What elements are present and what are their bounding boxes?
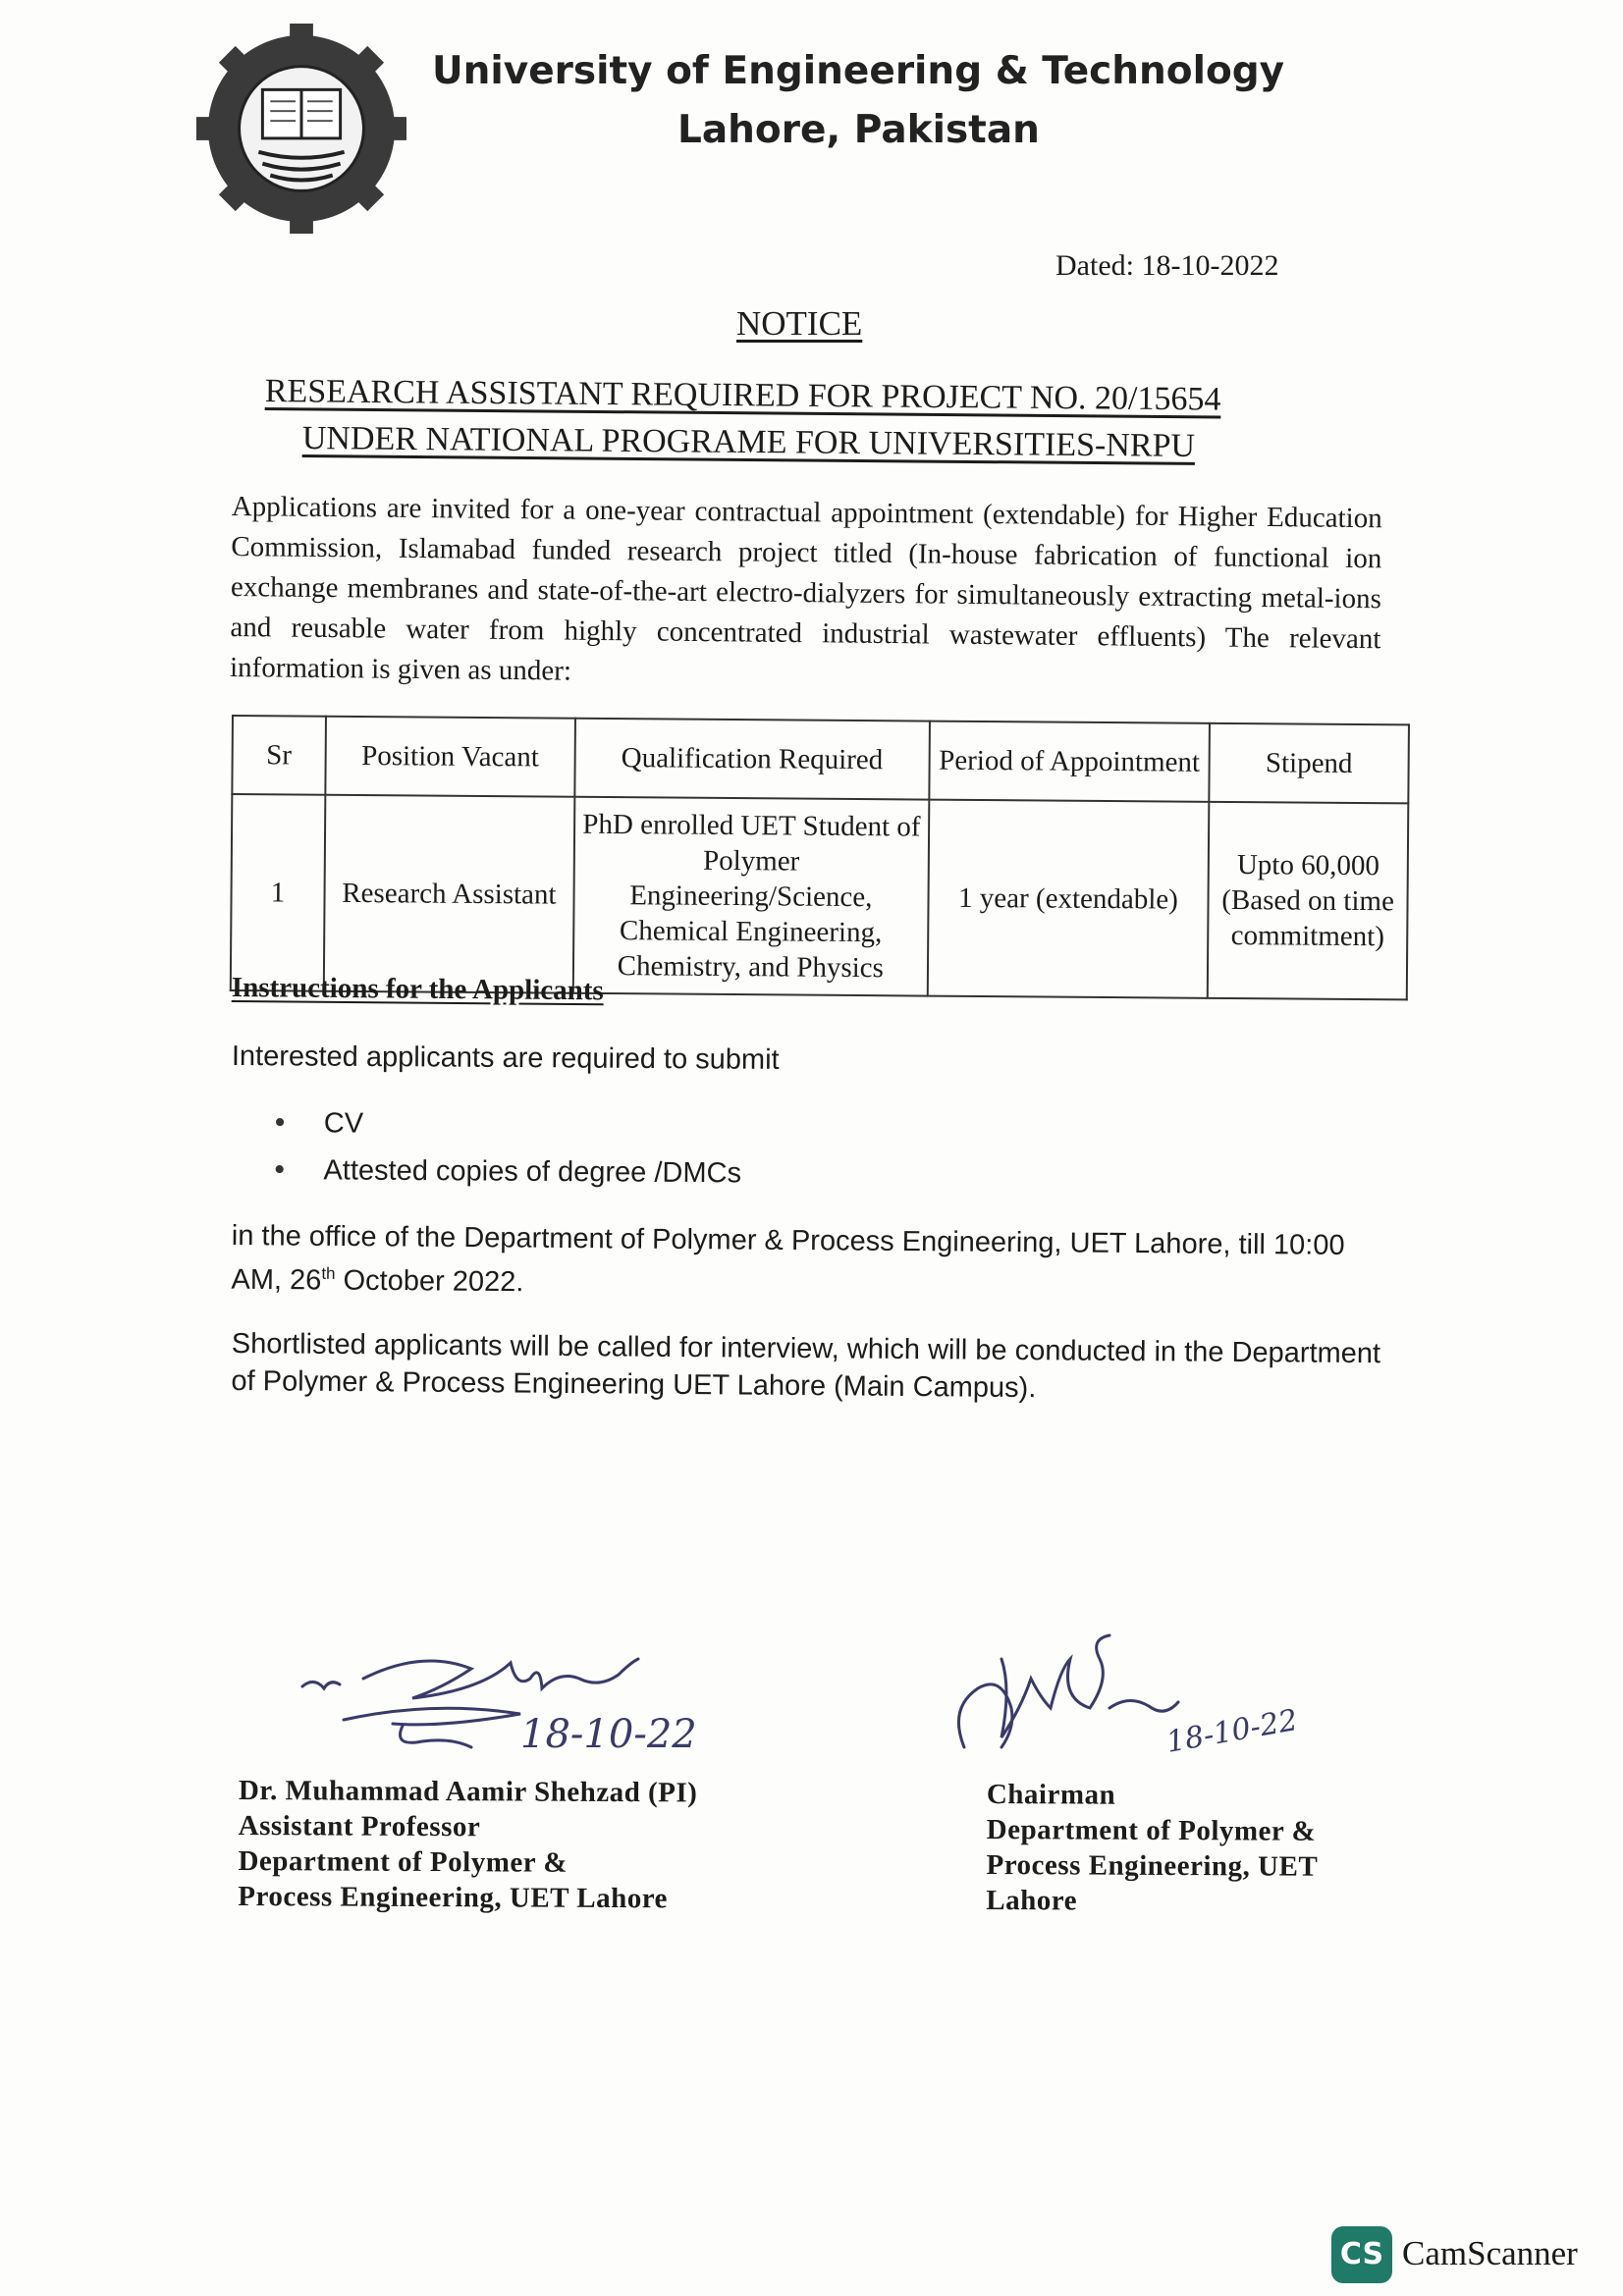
camscanner-logo-icon: CS	[1331, 2226, 1392, 2283]
signatory-pi-dept-line2: Process Engineering, UET Lahore	[238, 1880, 669, 1915]
camscanner-watermark: CamScanner	[1402, 2234, 1578, 2272]
notice-heading-line-1: RESEARCH ASSISTANT REQUIRED FOR PROJECT NO. 20/15654	[264, 373, 1221, 418]
cell-sr: 1	[231, 794, 325, 991]
deadline-text: in the office of the Department of Polymer & Process Engineering, UET Lahore, till 10:00 AM, 26	[231, 1219, 1345, 1297]
deadline-month: October 2022.	[335, 1264, 524, 1299]
list-item: • Attested copies of degree /DMCs	[274, 1147, 741, 1197]
header-qualification: Qualification Required	[574, 719, 930, 800]
signature-date-pi: 18-10-22	[520, 1712, 697, 1757]
signatory-pi-title: Assistant Professor	[238, 1809, 481, 1843]
notice-heading-line-2: UNDER NATIONAL PROGRAME FOR UNIVERSITIES-NRPU	[301, 420, 1196, 464]
notice-title: NOTICE	[736, 304, 863, 343]
signature-date-chairman: 18-10-22	[1163, 1703, 1301, 1760]
table-row	[231, 794, 1409, 999]
instructions-title: Instructions for the Applicants	[231, 972, 604, 1007]
cell-qualification: PhD enrolled UET Student of Polymer Engineering/Science, Chemical Engineering, Chemistry, and Physics	[573, 797, 930, 996]
university-logo	[194, 22, 408, 236]
signatory-chairman-dept-line1: Department of Polymer &	[986, 1813, 1317, 1847]
date-suffix: th	[321, 1263, 336, 1283]
signatory-chairman-title: Chairman	[986, 1779, 1116, 1811]
signatory-chairman-dept-line3: Lahore	[986, 1884, 1078, 1917]
cell-position: Research Assistant	[324, 795, 575, 993]
list-item: • CV	[275, 1099, 742, 1149]
instructions-intro: Interested applicants are required to submit	[231, 1041, 780, 1076]
header-position: Position Vacant	[325, 717, 575, 797]
signatory-chairman-dept-line2: Process Engineering, UET	[986, 1848, 1319, 1883]
cell-stipend: Upto 60,000 (Based on time commitment)	[1208, 802, 1408, 1000]
header-period: Period of Appointment	[929, 721, 1210, 802]
submission-deadline	[231, 1217, 1351, 1308]
university-name: University of Engineering & Technology	[432, 49, 1285, 93]
intro-paragraph: Applications are invited for a one-year contractual appointment (extendable) for Higher Education Commission, Islamabad funded research project titled (In-house fabrication of functional ion exchange membranes and state-of-the-art electro-dialyzers for simultaneously extracting metal-ions and reusable water from highly concentrated industrial wastewater effluents) The relevant information is given as under:	[229, 490, 1382, 687]
notice-date: Dated: 18-10-2022	[1055, 249, 1279, 282]
position-table	[230, 715, 1410, 1000]
cell-period: 1 year (extendable)	[928, 800, 1210, 998]
signatory-chairman-block	[986, 1777, 1318, 1920]
required-documents-list	[274, 1099, 741, 1197]
signatory-pi-block	[238, 1773, 697, 1916]
university-location: Lahore, Pakistan	[677, 108, 1040, 152]
table-header-row	[232, 716, 1409, 803]
shortlist-note: Shortlisted applicants will be called for interview, which will be conducted in the Department of Polymer & Process Engineering UET Lahore (Main Campus).	[231, 1327, 1381, 1405]
signatory-pi-dept-line1: Department of Polymer &	[238, 1844, 568, 1879]
header-stipend: Stipend	[1209, 723, 1408, 804]
signature-chairman	[943, 1620, 1325, 1777]
header-sr: Sr	[232, 716, 325, 795]
signatory-pi-name: Dr. Muhammad Aamir Shehzad (PI)	[238, 1775, 698, 1809]
signature-pi	[285, 1620, 746, 1777]
